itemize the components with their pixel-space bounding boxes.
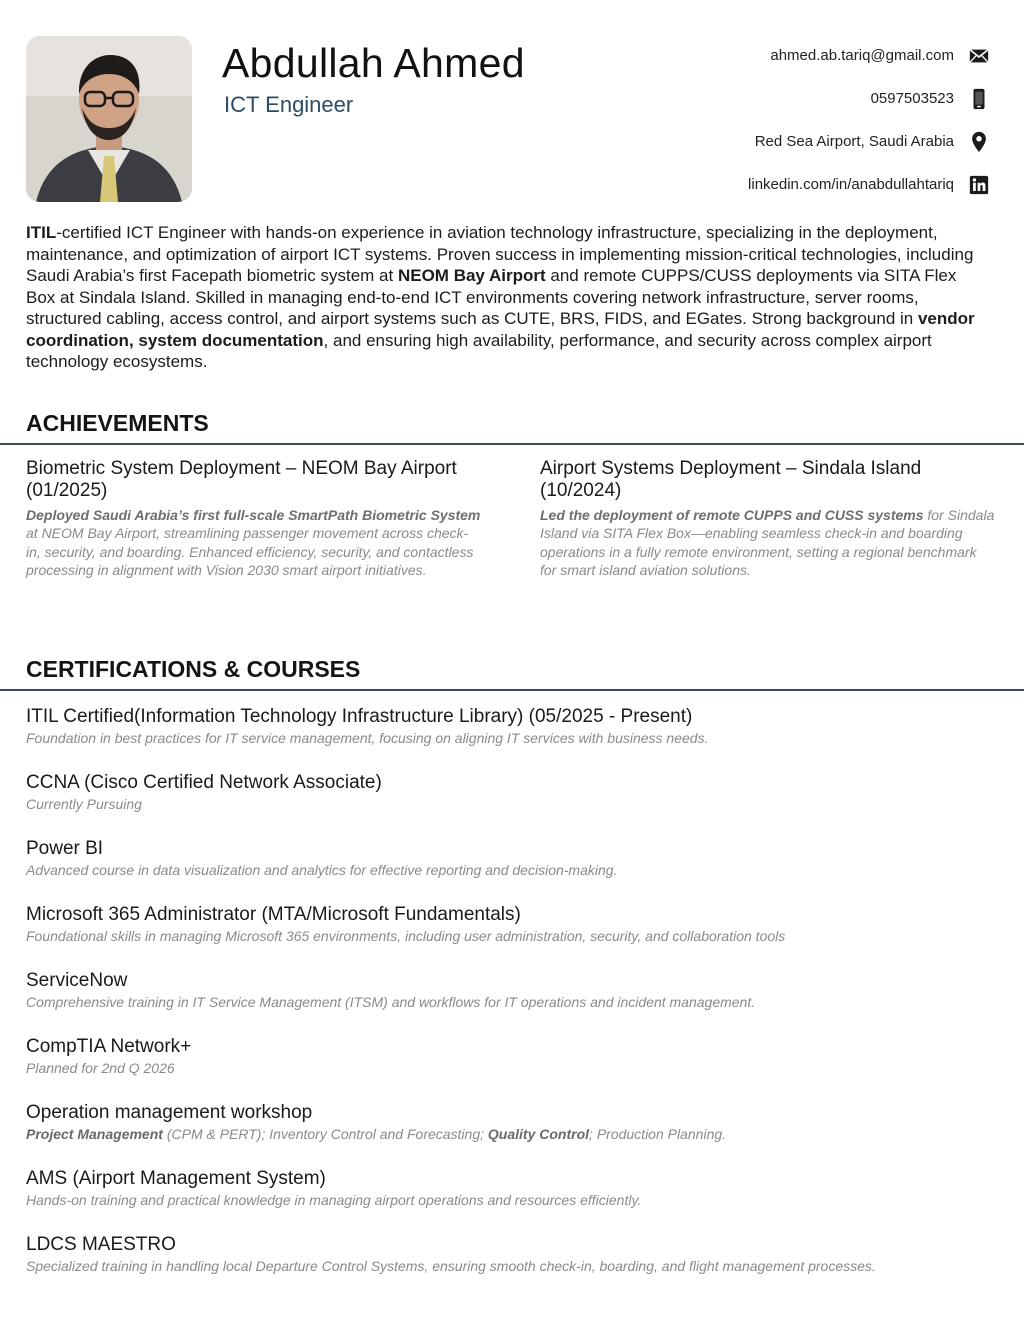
achievement-item — [26, 458, 481, 579]
cert-description: Comprehensive training in IT Service Management (ITSM) and workflows for IT operations and incident management. — [26, 994, 756, 1010]
contact-phone-text[interactable]: 0597503523 — [870, 90, 954, 107]
cert-desc-text: ; Production Planning. — [589, 1126, 727, 1142]
contact-email-text[interactable]: ahmed.ab.tariq@gmail.com — [770, 47, 954, 64]
summary-text-1: -certified ICT Engineer with hands-on experience in aviation technology infrastructure, specializing in the deployment, maintenance, and optimization of airport ICT systems. Proven success in implementing mission-critical technologies, including Saudi Arabia’s first Facepath biometric system at — [26, 223, 974, 285]
cert-title: ServiceNow — [26, 970, 128, 991]
contact-linkedin-text[interactable]: linkedin.com/in/anabdullahtariq — [748, 176, 954, 193]
achievement-desc-bold: Led the deployment of remote CUPPS and CUSS systems — [540, 507, 924, 523]
achievement-description — [26, 506, 481, 579]
cert-title: LDCS MAESTRO — [26, 1234, 176, 1255]
achievement-title: Airport Systems Deployment – Sindala Island (10/2024) — [540, 458, 922, 501]
contact-block — [570, 34, 990, 206]
envelope-icon — [968, 45, 990, 67]
professional-summary — [26, 222, 986, 373]
contact-linkedin[interactable] — [570, 163, 990, 206]
summary-text-3: , and ensuring high availability, performance, and security across complex airport technology ecosystems. — [26, 330, 932, 371]
certifications-heading: CERTIFICATIONS & COURSES — [26, 656, 361, 682]
list-item — [26, 1101, 1006, 1167]
cert-desc-bold: Project Management — [26, 1126, 163, 1142]
cert-title: Operation management workshop — [26, 1102, 313, 1123]
cert-title: CompTIA Network+ — [26, 1036, 192, 1057]
list-item — [26, 969, 1006, 1035]
cert-description: Specialized training in handling local Departure Control Systems, ensuring smooth check-in, boarding, and flight management processes. — [26, 1258, 876, 1274]
achievement-item — [540, 458, 995, 579]
cert-description: Advanced course in data visualization and analytics for effective reporting and decision-making. — [26, 862, 618, 878]
certifications-list — [26, 705, 1006, 1299]
cert-description: Foundational skills in managing Microsoft 365 environments, including user administration, security, and collaboration tools — [26, 928, 786, 944]
cert-description: Foundation in best practices for IT service management, focusing on aligning IT services with business needs. — [26, 730, 709, 746]
cert-description: Planned for 2nd Q 2026 — [26, 1060, 175, 1076]
list-item — [26, 705, 1006, 771]
linkedin-icon — [968, 174, 990, 196]
candidate-role: ICT Engineer — [224, 92, 354, 117]
cert-title: Microsoft 365 Administrator (MTA/Microsoft Fundamentals) — [26, 904, 521, 925]
achievement-desc-bold: Deployed Saudi Arabia’s first full-scale SmartPath Biometric System — [26, 507, 481, 523]
phone-icon — [968, 88, 990, 110]
achievement-desc-text: for Sindala Island via SITA Flex Box—enabling seamless check-in and boarding operations in a fully remote environment, setting a regional benchmark for smart island aviation solutions. — [540, 507, 995, 578]
profile-photo — [26, 36, 192, 202]
candidate-name: Abdullah Ahmed — [222, 40, 525, 86]
summary-bold-itil: ITIL — [26, 223, 57, 242]
profile-photo-illustration — [26, 36, 192, 202]
cert-title: Power BI — [26, 838, 104, 859]
list-item — [26, 1233, 1006, 1299]
contact-phone[interactable] — [570, 77, 990, 120]
achievement-desc-text: at NEOM Bay Airport, streamlining passenger movement across check-in, security, and boarding. Enhanced efficiency, security, and contactless processing in alignment with Vision 2030 smart airport initiatives. — [26, 525, 474, 578]
list-item — [26, 1035, 1006, 1101]
cert-title: ITIL Certified(Information Technology Infrastructure Library) (05/2025 - Present) — [26, 706, 693, 727]
achievements-heading: ACHIEVEMENTS — [26, 410, 209, 436]
summary-bold-vendor: vendor coordination, system documentation — [26, 309, 975, 350]
contact-location — [570, 120, 990, 163]
cert-description: Hands-on training and practical knowledge in managing airport operations and resources efficiently. — [26, 1192, 642, 1208]
summary-bold-neom: NEOM Bay Airport — [397, 266, 546, 285]
list-item — [26, 1167, 1006, 1233]
achievements-divider — [0, 443, 1024, 445]
cert-description — [26, 1125, 1006, 1144]
cert-title: CCNA (Cisco Certified Network Associate) — [26, 772, 382, 793]
list-item — [26, 837, 1006, 903]
cert-desc-text: (CPM & PERT); Inventory Control and Forecasting; — [162, 1126, 488, 1142]
summary-text-2: and remote CUPPS/CUSS deployments via SITA Flex Box at Sindala Island. Skilled in managing end-to-end ICT environments covering network infrastructure, server rooms, structured cabling, access control, and airport systems such as CUTE, BRS, FIDS, and EGates. Strong background in — [26, 266, 957, 328]
certifications-divider — [0, 689, 1024, 691]
contact-location-text: Red Sea Airport, Saudi Arabia — [754, 133, 954, 150]
location-pin-icon — [968, 131, 990, 153]
contact-email[interactable] — [570, 34, 990, 77]
cert-description: Currently Pursuing — [26, 796, 142, 812]
achievement-title: Biometric System Deployment – NEOM Bay Airport (01/2025) — [26, 458, 457, 501]
achievement-description — [540, 506, 995, 579]
cert-title: AMS (Airport Management System) — [26, 1168, 326, 1189]
cert-desc-bold: Quality Control — [487, 1126, 590, 1142]
list-item — [26, 771, 1006, 837]
list-item — [26, 903, 1006, 969]
